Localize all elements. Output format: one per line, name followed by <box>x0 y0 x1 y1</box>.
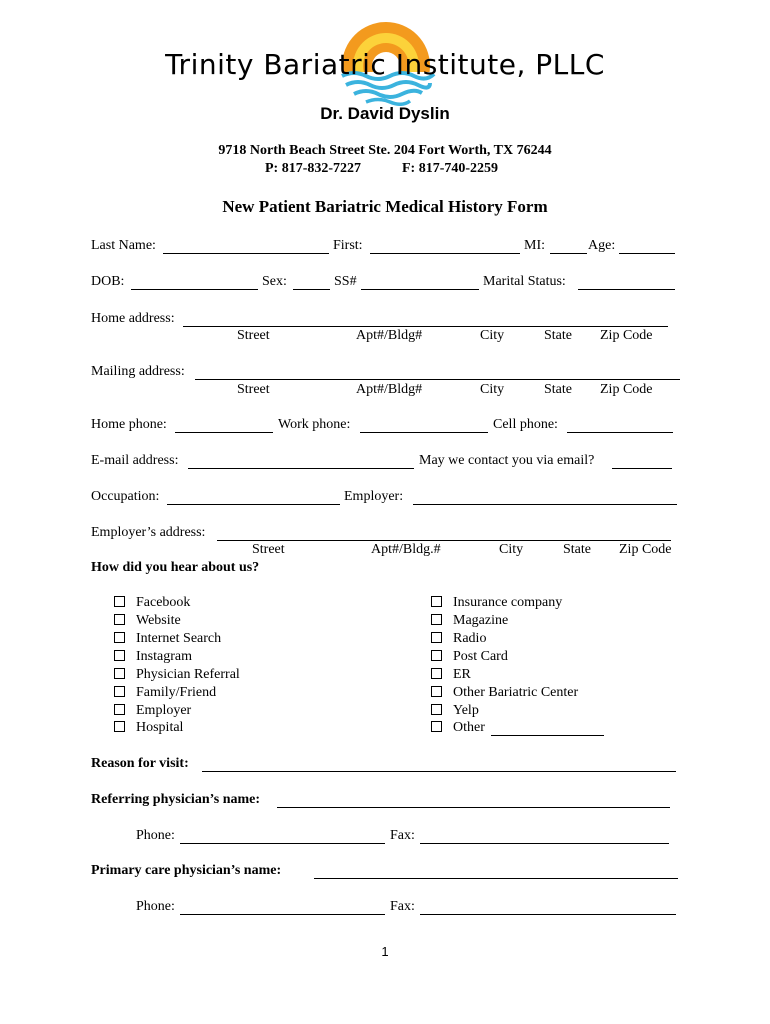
other-specify-field[interactable] <box>491 735 604 736</box>
option-label: Other <box>453 720 485 735</box>
page-number: 1 <box>381 944 389 959</box>
mail-city-caption: City <box>480 382 505 397</box>
checkbox-icon <box>431 650 442 661</box>
employer-address-label: Employer’s address: <box>91 525 206 540</box>
mi-label: MI: <box>524 238 545 253</box>
marital-field[interactable] <box>578 289 675 290</box>
mail-apt-caption: Apt#/Bldg# <box>356 382 423 397</box>
checkbox-icon <box>431 721 442 732</box>
ref-fax-label: Fax: <box>390 828 415 843</box>
home-zip-caption: Zip Code <box>600 328 653 343</box>
clinic-phone: P: 817-832-7227 <box>265 161 362 176</box>
employer-address-field[interactable] <box>217 540 671 541</box>
contact-email-label: May we contact you via email? <box>419 453 595 468</box>
home-city-caption: City <box>480 328 505 343</box>
cell-phone-field[interactable] <box>567 432 673 433</box>
referring-field[interactable] <box>277 807 670 808</box>
emp-state-caption: State <box>563 542 591 557</box>
last-name-field[interactable] <box>163 253 329 254</box>
contact-email-field[interactable] <box>612 468 672 469</box>
option-label: Radio <box>453 631 487 646</box>
occupation-field[interactable] <box>167 504 340 505</box>
employer-field[interactable] <box>413 504 677 505</box>
marital-label: Marital Status: <box>483 274 566 289</box>
option-label: Physician Referral <box>136 667 240 682</box>
option-label: Magazine <box>453 613 509 628</box>
mail-street-caption: Street <box>237 382 270 397</box>
mail-state-caption: State <box>544 382 572 397</box>
home-phone-field[interactable] <box>175 432 273 433</box>
pcp-phone-field[interactable] <box>180 914 385 915</box>
mail-zip-caption: Zip Code <box>600 382 653 397</box>
checkbox-other-bariatric-center[interactable] <box>431 685 578 701</box>
employer-label: Employer: <box>344 489 404 504</box>
work-phone-label: Work phone: <box>278 417 351 432</box>
hear-about-heading: How did you hear about us? <box>91 560 260 575</box>
checkbox-radio[interactable] <box>431 631 486 647</box>
checkbox-icon <box>114 596 125 607</box>
checkbox-internet-search[interactable] <box>114 631 221 647</box>
work-phone-field[interactable] <box>360 432 488 433</box>
reason-field[interactable] <box>202 771 676 772</box>
home-address-field[interactable] <box>183 326 668 327</box>
checkbox-instagram[interactable] <box>114 649 192 665</box>
checkbox-icon <box>114 704 125 715</box>
checkbox-insurance-company[interactable] <box>431 595 562 611</box>
checkbox-post-card[interactable] <box>431 649 508 665</box>
cell-phone-label: Cell phone: <box>493 417 558 432</box>
checkbox-other[interactable] <box>431 720 485 736</box>
age-label: Age: <box>588 238 616 253</box>
option-label: Employer <box>136 703 192 718</box>
last-name-label: Last Name: <box>91 238 156 253</box>
checkbox-icon <box>431 668 442 679</box>
checkbox-icon <box>431 632 442 643</box>
checkbox-hospital[interactable] <box>114 720 183 736</box>
mi-field[interactable] <box>550 253 587 254</box>
clinic-fax: F: 817-740-2259 <box>402 161 499 176</box>
checkbox-icon <box>114 668 125 679</box>
doctor-name: Dr. David Dyslin <box>320 104 450 123</box>
checkbox-website[interactable] <box>114 613 181 629</box>
primary-field[interactable] <box>314 878 678 879</box>
pcp-phone-label: Phone: <box>136 899 175 914</box>
checkbox-icon <box>431 596 442 607</box>
checkbox-magazine[interactable] <box>431 613 508 629</box>
first-name-field[interactable] <box>370 253 520 254</box>
emp-apt-caption: Apt#/Bldg.# <box>371 542 441 557</box>
home-phone-label: Home phone: <box>91 417 167 432</box>
checkbox-family-friend[interactable] <box>114 685 216 701</box>
mailing-address-field[interactable] <box>195 379 680 380</box>
option-label: Instagram <box>136 649 192 664</box>
clinic-address: 9718 North Beach Street Ste. 204 Fort Worth, TX 76244 <box>218 143 552 158</box>
emp-city-caption: City <box>499 542 524 557</box>
ref-phone-label: Phone: <box>136 828 175 843</box>
option-label: Internet Search <box>136 631 222 646</box>
checkbox-icon <box>114 721 125 732</box>
email-field[interactable] <box>188 468 414 469</box>
sex-field[interactable] <box>293 289 330 290</box>
checkbox-icon <box>114 650 125 661</box>
option-label: Facebook <box>136 595 191 610</box>
ref-phone-field[interactable] <box>180 843 385 844</box>
dob-field[interactable] <box>131 289 258 290</box>
referring-label: Referring physician’s name: <box>91 792 261 807</box>
ref-fax-field[interactable] <box>420 843 669 844</box>
checkbox-icon <box>431 686 442 697</box>
checkbox-icon <box>114 614 125 625</box>
reason-label: Reason for visit: <box>91 756 189 771</box>
institute-name: Trinity Bariatric Institute, PLLC <box>165 48 605 81</box>
checkbox-er[interactable] <box>431 667 471 683</box>
option-label: Other Bariatric Center <box>453 685 579 700</box>
checkbox-employer[interactable] <box>114 703 191 719</box>
option-label: Hospital <box>136 720 184 735</box>
option-label: Post Card <box>453 649 508 664</box>
age-field[interactable] <box>619 253 675 254</box>
home-apt-caption: Apt#/Bldg# <box>356 328 423 343</box>
emp-zip-caption: Zip Code <box>619 542 672 557</box>
checkbox-icon <box>114 632 125 643</box>
checkbox-facebook[interactable] <box>114 595 190 611</box>
option-label: ER <box>453 667 471 682</box>
checkbox-icon <box>431 614 442 625</box>
occupation-label: Occupation: <box>91 489 160 504</box>
mailing-address-label: Mailing address: <box>91 364 185 379</box>
pcp-fax-field[interactable] <box>420 914 676 915</box>
pcp-fax-label: Fax: <box>390 899 415 914</box>
dob-label: DOB: <box>91 274 125 289</box>
home-street-caption: Street <box>237 328 270 343</box>
home-address-label: Home address: <box>91 311 175 326</box>
ss-label: SS# <box>334 274 357 289</box>
form-title: New Patient Bariatric Medical History Form <box>222 197 548 216</box>
option-label: Insurance company <box>453 595 563 610</box>
checkbox-icon <box>431 704 442 715</box>
home-state-caption: State <box>544 328 572 343</box>
option-label: Yelp <box>453 703 479 718</box>
checkbox-icon <box>114 686 125 697</box>
checkbox-physician-referral[interactable] <box>114 667 240 683</box>
option-label: Family/Friend <box>136 685 217 700</box>
emp-street-caption: Street <box>252 542 285 557</box>
email-label: E-mail address: <box>91 453 179 468</box>
primary-label: Primary care physician’s name: <box>91 863 282 878</box>
first-name-label: First: <box>333 238 363 253</box>
ss-field[interactable] <box>361 289 479 290</box>
sex-label: Sex: <box>262 274 287 289</box>
option-label: Website <box>136 613 181 628</box>
checkbox-yelp[interactable] <box>431 703 479 719</box>
